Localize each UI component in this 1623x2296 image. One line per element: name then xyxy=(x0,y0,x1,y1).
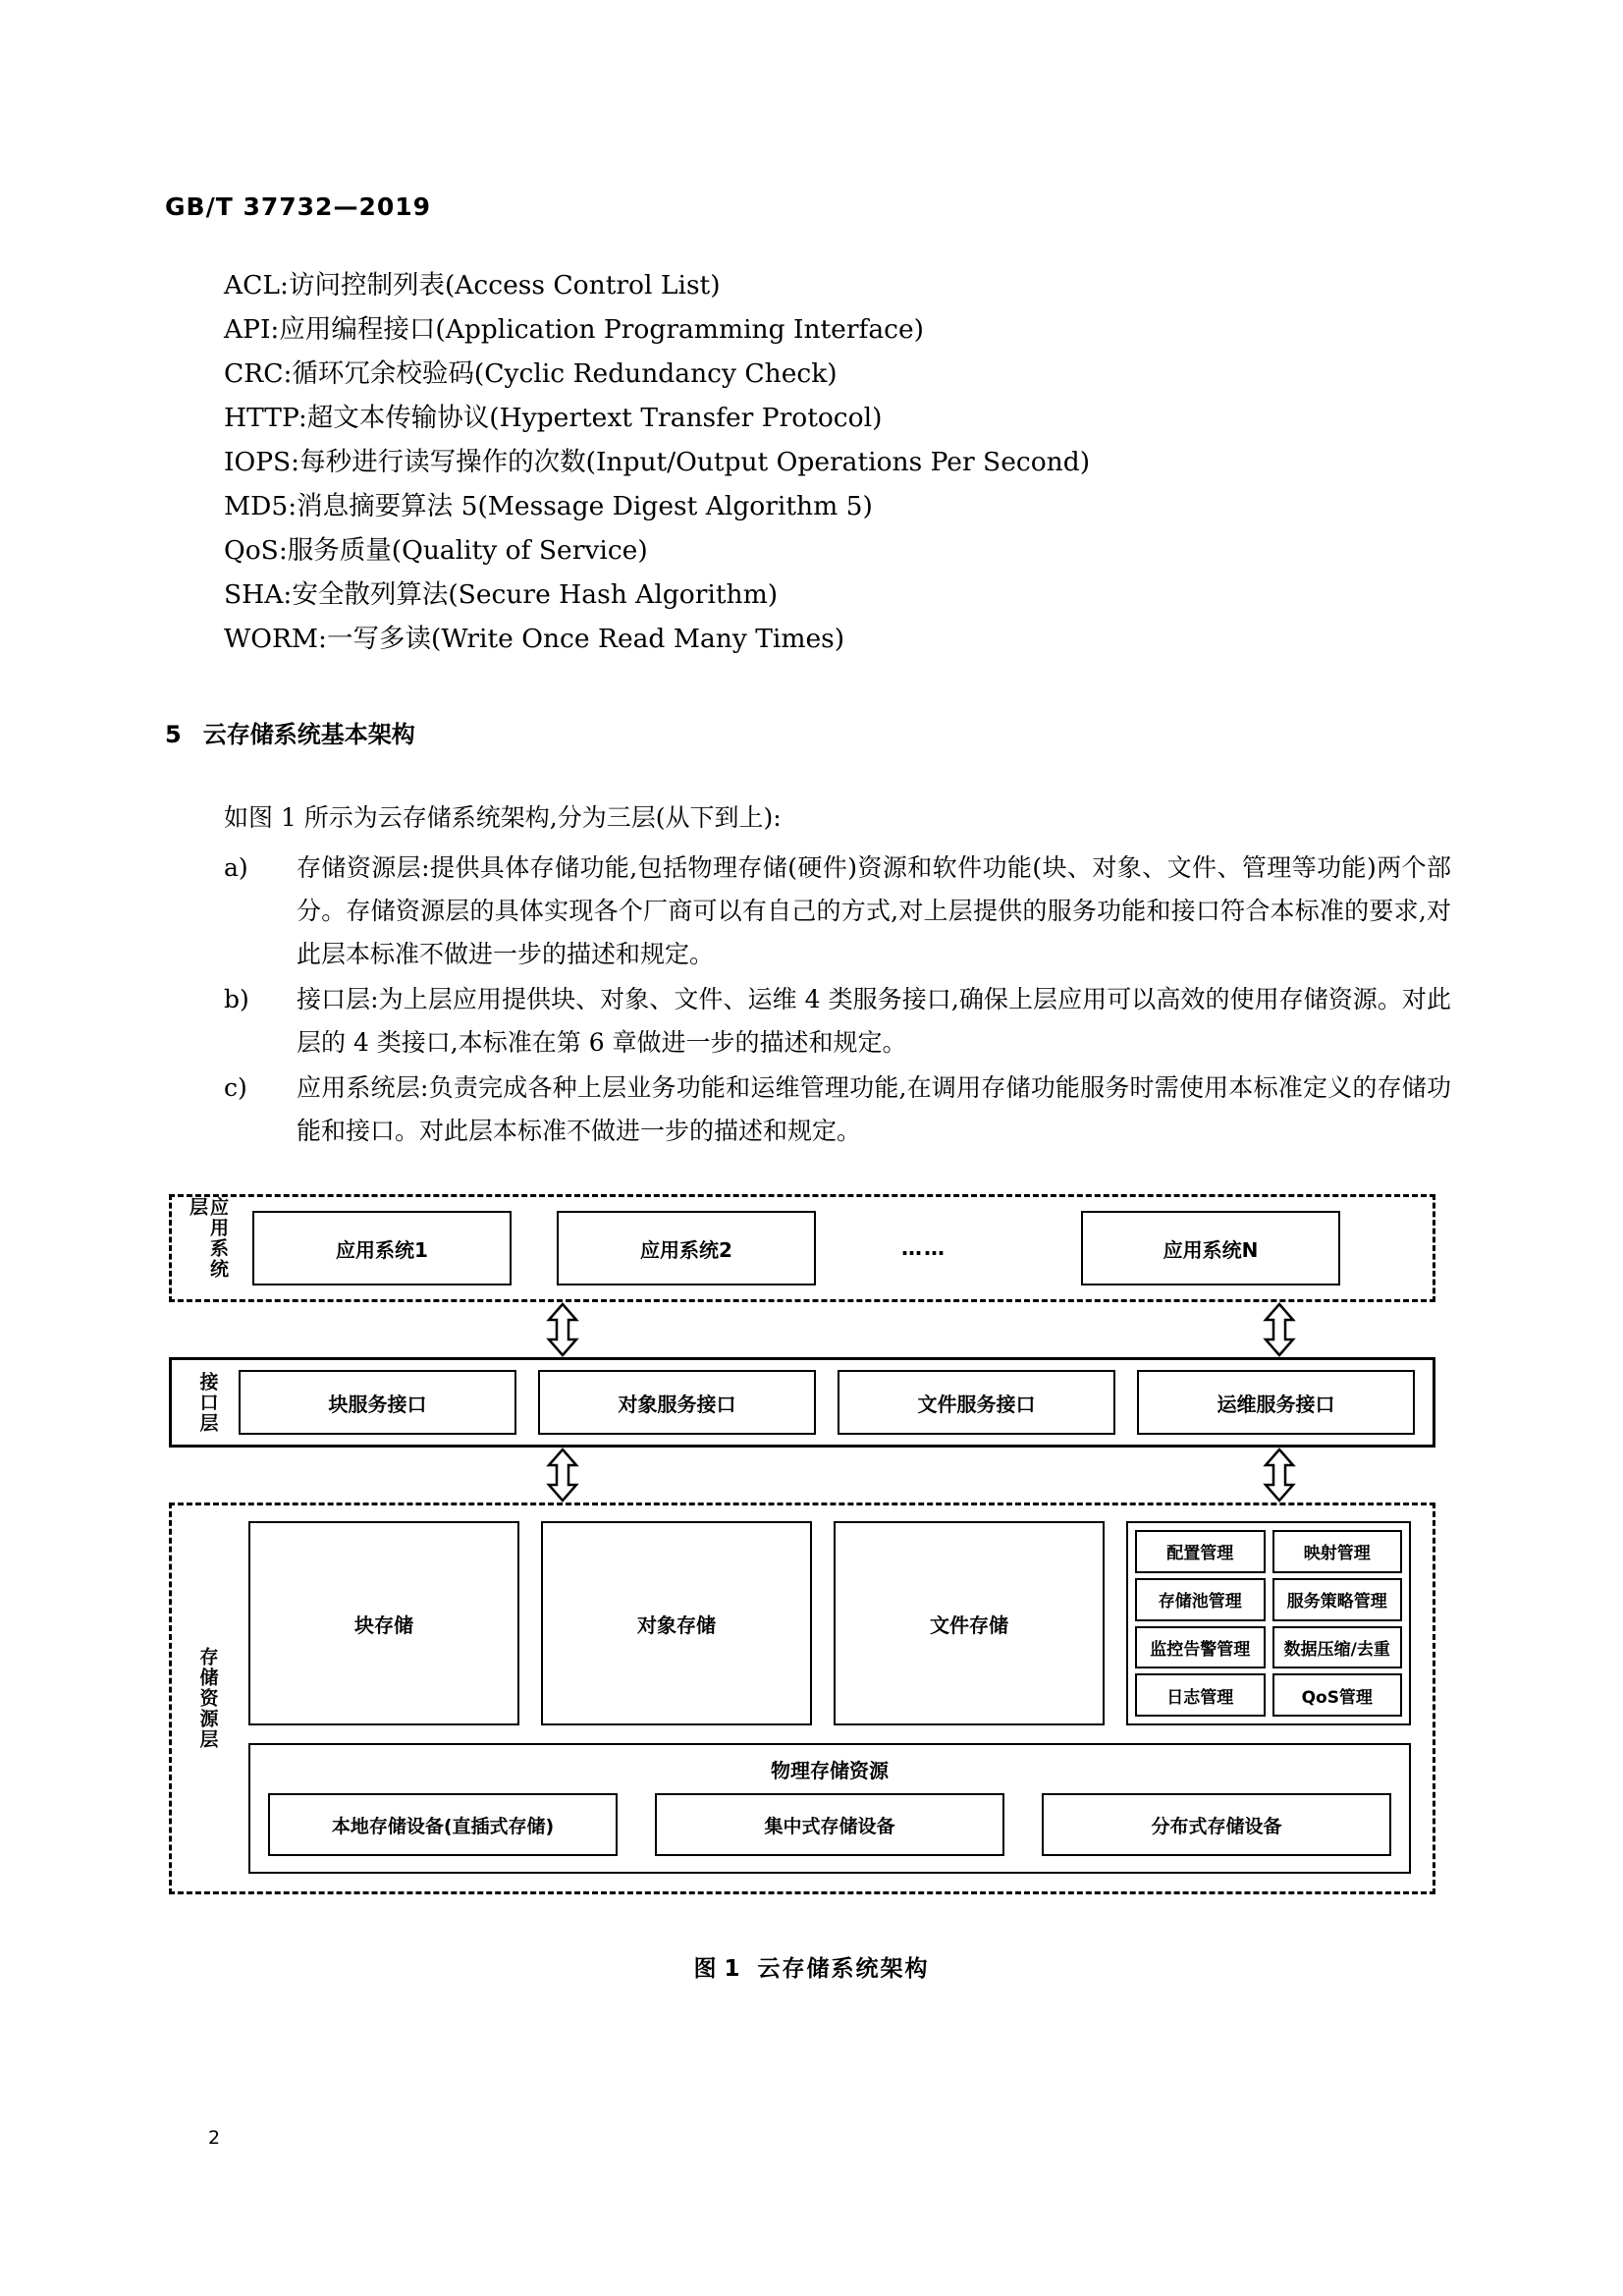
application-system-2-box: 应用系统2 xyxy=(557,1211,816,1285)
list-item-marker: b) xyxy=(224,985,249,1013)
figure-caption xyxy=(0,1950,1623,1983)
file-service-interface-box: 文件服务接口 xyxy=(838,1370,1115,1435)
log-management-box: 日志管理 xyxy=(1135,1673,1266,1717)
management-functions-box xyxy=(1126,1521,1411,1725)
figure-cloud-storage-architecture xyxy=(169,1194,1435,1894)
ops-service-interface-box: 运维服务接口 xyxy=(1137,1370,1415,1435)
storage-resource-layer xyxy=(169,1503,1435,1894)
clause-number: 5 xyxy=(165,721,182,748)
abbreviation-item: QoS:服务质量(Quality of Service) xyxy=(224,535,648,566)
list-item-marker: c) xyxy=(224,1073,247,1102)
double-arrow-icon xyxy=(546,1302,579,1357)
interface-layer xyxy=(169,1357,1435,1448)
abbreviation-item: ACL:访问控制列表(Access Control List) xyxy=(224,270,721,301)
storage-layer-label: 存储资源层 xyxy=(196,1647,219,1750)
storage-pool-management-box: 存储池管理 xyxy=(1135,1578,1266,1621)
list-item xyxy=(224,847,1451,976)
figure-caption-title: 云存储系统架构 xyxy=(757,1956,930,1982)
list-item xyxy=(224,978,1451,1065)
abbreviation-item: IOPS:每秒进行读写操作的次数(Input/Output Operations Per Second) xyxy=(224,447,1091,477)
figure-caption-number: 1 xyxy=(724,1956,742,1982)
data-compression-dedup-box: 数据压缩/去重 xyxy=(1272,1626,1403,1669)
list-item xyxy=(224,1066,1451,1153)
list-item-text: 接口层:为上层应用提供块、对象、文件、运维 4 类服务接口,确保上层应用可以高效的使用存储资源。对此层的 4 类接口,本标准在第 6 章做进一步的描述和规定。 xyxy=(297,985,1451,1057)
management-row xyxy=(1135,1673,1402,1717)
abbreviation-item: HTTP:超文本传输协议(Hypertext Transfer Protocol) xyxy=(224,403,883,433)
abbreviation-item: API:应用编程接口(Application Programming Interface) xyxy=(224,314,925,345)
list-item-marker: a) xyxy=(224,853,248,882)
page-number: 2 xyxy=(208,2127,221,2149)
object-service-interface-box: 对象服务接口 xyxy=(538,1370,816,1435)
monitor-alarm-management-box: 监控告警管理 xyxy=(1135,1626,1266,1669)
config-management-box: 配置管理 xyxy=(1135,1530,1266,1573)
double-arrow-icon xyxy=(1263,1448,1296,1503)
interface-layer-label: 接口层 xyxy=(196,1371,219,1434)
local-storage-device-box: 本地存储设备(直插式存储) xyxy=(268,1793,618,1856)
file-storage-box: 文件存储 xyxy=(834,1521,1105,1725)
block-storage-box: 块存储 xyxy=(248,1521,519,1725)
arrow-row-interface-to-storage xyxy=(169,1448,1435,1503)
block-service-interface-box: 块服务接口 xyxy=(239,1370,516,1435)
management-row xyxy=(1135,1626,1402,1669)
management-row xyxy=(1135,1578,1402,1621)
qos-management-box: QoS管理 xyxy=(1272,1673,1403,1717)
double-arrow-icon xyxy=(546,1448,579,1503)
clause-heading xyxy=(165,715,415,749)
physical-storage-title: 物理存储资源 xyxy=(771,1759,889,1782)
abbreviation-item: WORM:一写多读(Write Once Read Many Times) xyxy=(224,624,845,654)
list-item-text: 存储资源层:提供具体存储功能,包括物理存储(硬件)资源和软件功能(块、对象、文件、管理等功能)两个部分。存储资源层的具体实现各个厂商可以有自己的方式,对上层提供的服务功能和接口符合本标准的要求,对此层本标准不做进一步的描述和规定。 xyxy=(297,853,1451,968)
double-arrow-icon xyxy=(1263,1302,1296,1357)
application-system-n-box: 应用系统N xyxy=(1081,1211,1340,1285)
clause-intro-paragraph: 如图 1 所示为云存储系统架构,分为三层(从下到上): xyxy=(224,803,782,832)
abbreviation-item: SHA:安全散列算法(Secure Hash Algorithm) xyxy=(224,579,779,610)
figure-caption-prefix: 图 xyxy=(693,1956,719,1982)
running-header: GB/T 37732—2019 xyxy=(165,192,432,221)
application-system-layer xyxy=(169,1194,1435,1302)
list-item-text: 应用系统层:负责完成各种上层业务功能和运维管理功能,在调用存储功能服务时需使用本标准定义的存储功能和接口。对此层本标准不做进一步的描述和规定。 xyxy=(297,1073,1451,1145)
object-storage-box: 对象存储 xyxy=(541,1521,812,1725)
application-system-1-box: 应用系统1 xyxy=(252,1211,512,1285)
arrow-row-app-to-interface xyxy=(169,1302,1435,1357)
abbreviation-item: CRC:循环冗余校验码(Cyclic Redundancy Check) xyxy=(224,358,838,389)
abbreviation-item: MD5:消息摘要算法 5(Message Digest Algorithm 5) xyxy=(224,491,873,521)
management-row xyxy=(1135,1530,1402,1573)
application-systems-ellipsis: …… xyxy=(901,1236,947,1260)
abbreviation-list xyxy=(224,263,1451,661)
application-layer-label: 应用系统层 xyxy=(187,1197,229,1280)
mapping-management-box: 映射管理 xyxy=(1272,1530,1403,1573)
service-policy-management-box: 服务策略管理 xyxy=(1272,1578,1403,1621)
clause-item-list xyxy=(224,847,1451,1155)
centralized-storage-device-box: 集中式存储设备 xyxy=(655,1793,1004,1856)
distributed-storage-device-box: 分布式存储设备 xyxy=(1042,1793,1391,1856)
physical-devices-row xyxy=(268,1793,1391,1856)
storage-services-row xyxy=(248,1521,1411,1725)
physical-storage-resource-box xyxy=(248,1743,1411,1874)
clause-title: 云存储系统基本架构 xyxy=(202,721,415,748)
